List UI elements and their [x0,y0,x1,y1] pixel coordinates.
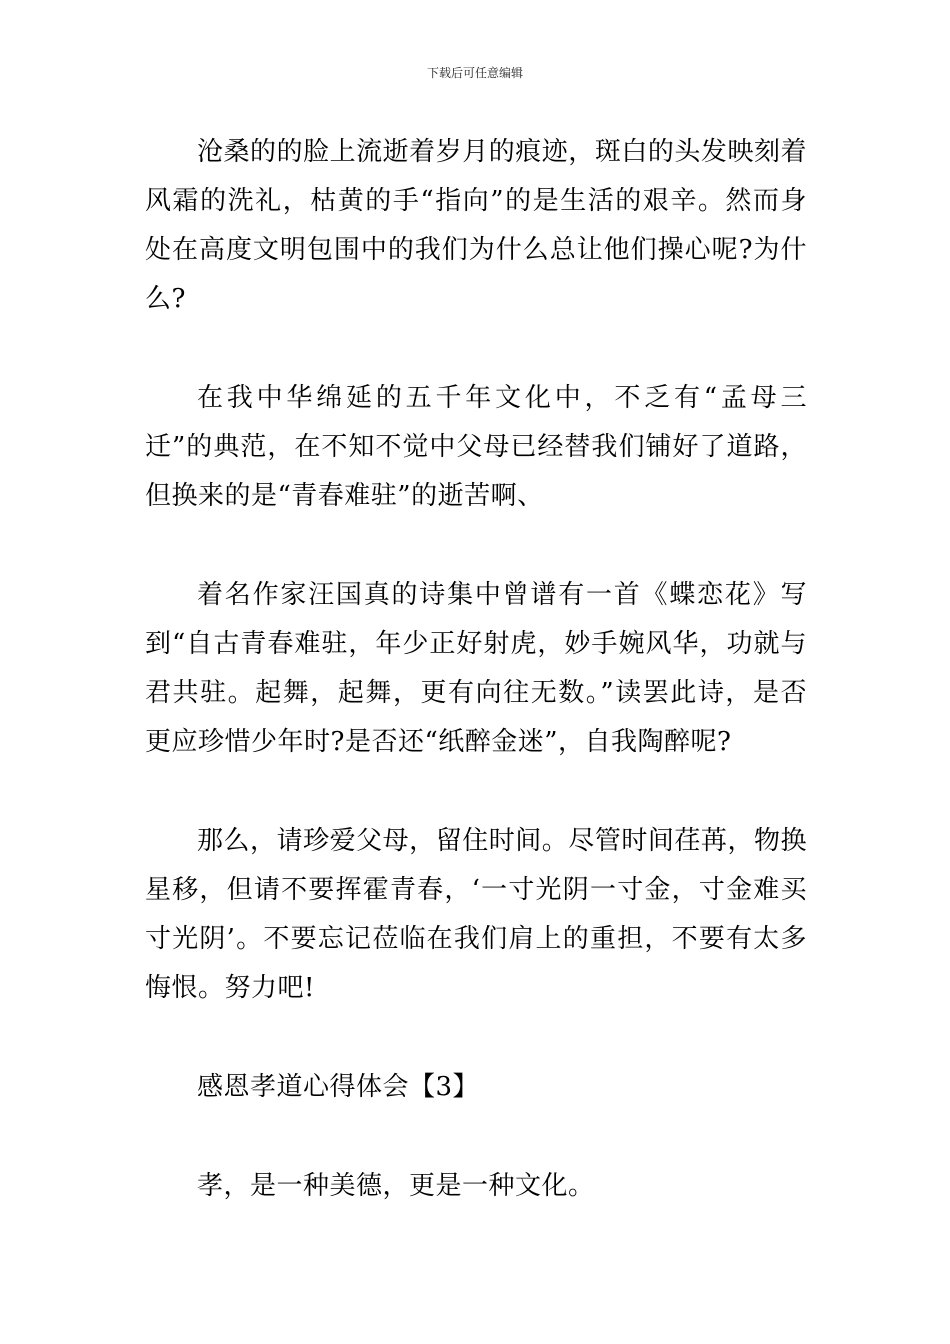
paragraph-2: 在我中华绵延的五千年文化中，不乏有“孟母三迁”的典范，在不知不觉中父母已经替我们铺好了道路，但换来的是“青春难驻”的逝苦啊、 [145,383,807,511]
page-header-note: 下载后可任意编辑 [426,66,523,80]
section-heading: 感恩孝道心得体会【3】 [197,1072,480,1102]
paragraph-4: 那么，请珍爱父母，留住时间。尽管时间荏苒，物换星移，但请不要挥霍青春，‘一寸光阴一寸金，寸金难买寸光阴’。不要忘记莅临在我们肩上的重担，不要有太多悔恨。努力吧! [145,826,807,1003]
document-body [145,128,807,1261]
paragraph-3: 着名作家汪国真的诗集中曾谱有一首《蝶恋花》写到“自古青春难驻，年少正好射虎，妙手婉风华，功就与君共驻。起舞，起舞，更有向往无数。”读罢此诗，是否更应珍惜少年时?是否还“纸醉金迷”，自我陶醉呢? [145,580,807,757]
paragraph-1: 沧桑的的脸上流逝着岁月的痕迹，斑白的头发映刻着风霜的洗礼，枯黄的手“指向”的是生活的艰辛。然而身处在高度文明包围中的我们为什么总让他们操心呢?为什么? [145,137,807,314]
paragraph-5: 孝，是一种美德，更是一种文化。 [197,1171,595,1201]
